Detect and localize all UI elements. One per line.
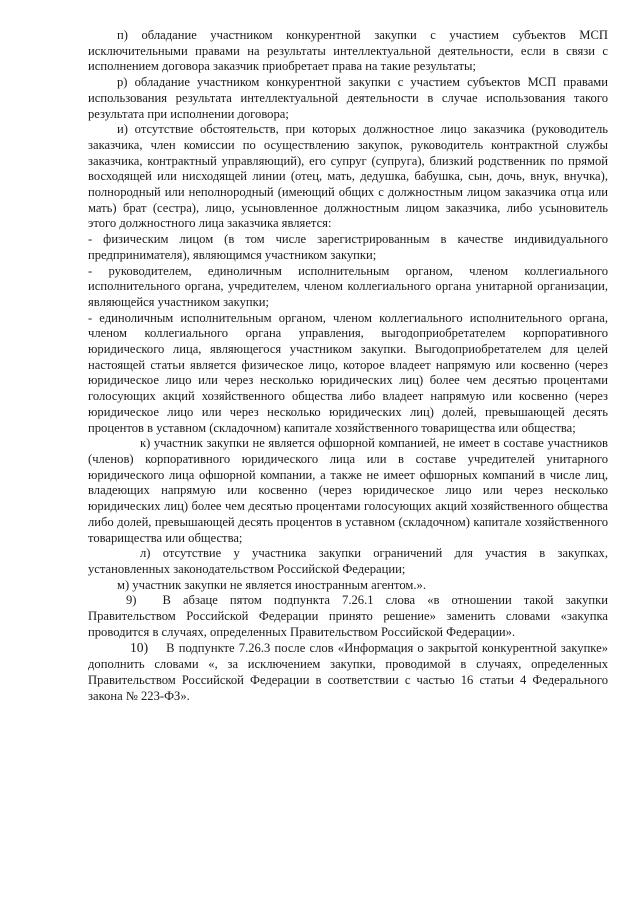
paragraph-k: к) участник закупки не является офшорной компанией, не имеет в составе участников (членов) корпоративного юридического лица или в составе учредителей унитарного юридического лица офшорной компании, а также не имеет офшорных компаний в числе лиц, владеющих напрямую или косвенно (через юридическое лицо или через несколько юридических лиц) более чем десятью процентами голосующих акций хозяйственного общества либо долей, превышающей десять процентов в уставном (складочном) капитале хозяйственного товарищества или общества; (88, 436, 608, 545)
paragraph-l: л) отсутствие у участника закупки ограничений для участия в закупках, установленных законодательством Российской Федерации; (88, 546, 608, 576)
paragraph-sole-executive: - единоличным исполнительным органом, членом коллегиального исполнительного органа, членом коллегиального органа управления, выгодоприобретателем корпоративного юридического лица, являющегося участником закупки. Выгодоприобретателем для целей настоящей статьи является физическое лицо, которое владеет напрямую или косвенно (через юридическое лицо или через несколько юридических лиц) более чем десятью процентами голосующих акций хозяйственного общества либо владеет напрямую или косвенно (через юридическое лицо или через несколько юридических лиц) долей, превышающей десять процентов в уставном (складочном) капитале хозяйственного товарищества или общества; (88, 310, 608, 435)
paragraph-item-10 (88, 640, 608, 704)
item-9-text: В абзаце пятом подпункта 7.26.1 слова «в отношении такой закупки Правительством Российской Федерации принято решение» заменить словами «закупка проводится в случаях, определенных Правительством Российской Федерации». (88, 593, 608, 639)
item-10-number: 10) (130, 640, 149, 656)
paragraph-r: р) обладание участником конкурентной закупки с участием субъектов МСП правами использования результата интеллектуальной деятельности в случае использования такого результата при исполнении договора; (88, 75, 608, 121)
item-10-text: В подпункте 7.26.3 после слов «Информация о закрытой конкурентной закупке» дополнить словами «, за исключением закупки, проводимой в случаях, определенных Правительством Российской Федерации в соответствии с частью 16 статьи 4 Федерального закона № 223-ФЗ». (88, 641, 608, 703)
paragraph-i: и) отсутствие обстоятельств, при которых должностное лицо заказчика (руководитель заказчика, член комиссии по осуществлению закупок, руководитель контрактной службы заказчика, контрактный управляющий), его супруг (супруга), близкий родственник по прямой восходящей или нисходящей линии (отец, мать, дедушка, бабушка, сын, дочь, внук, внучка), полнородный или неполнородный (имеющий общих с должностным лицом заказчика отца или мать) брат (сестра), лицо, усыновленное должностным лицом заказчика, либо усыновитель этого должностного лица заказчика является: (88, 122, 608, 231)
paragraph-m: м) участник закупки не является иностранным агентом.». (117, 577, 426, 592)
document-body (88, 28, 608, 704)
paragraph-physical-person: - физическим лицом (в том числе зарегистрированным в качестве индивидуального предпринимателя), являющимся участником закупки; (88, 232, 608, 262)
item-9-number: 9) (126, 593, 137, 608)
paragraph-item-9 (88, 593, 608, 640)
paragraph-head: - руководителем, единоличным исполнительным органом, членом коллегиального исполнительного органа, учредителем, членом коллегиального органа унитарной организации, являющейся участником закупки; (88, 263, 608, 309)
paragraph-p: п) обладание участником конкурентной закупки с участием субъектов МСП исключительными правами на результаты интеллектуальной деятельности, если в связи с исполнением договора заказчик приобретает права на такие результаты; (88, 28, 608, 74)
